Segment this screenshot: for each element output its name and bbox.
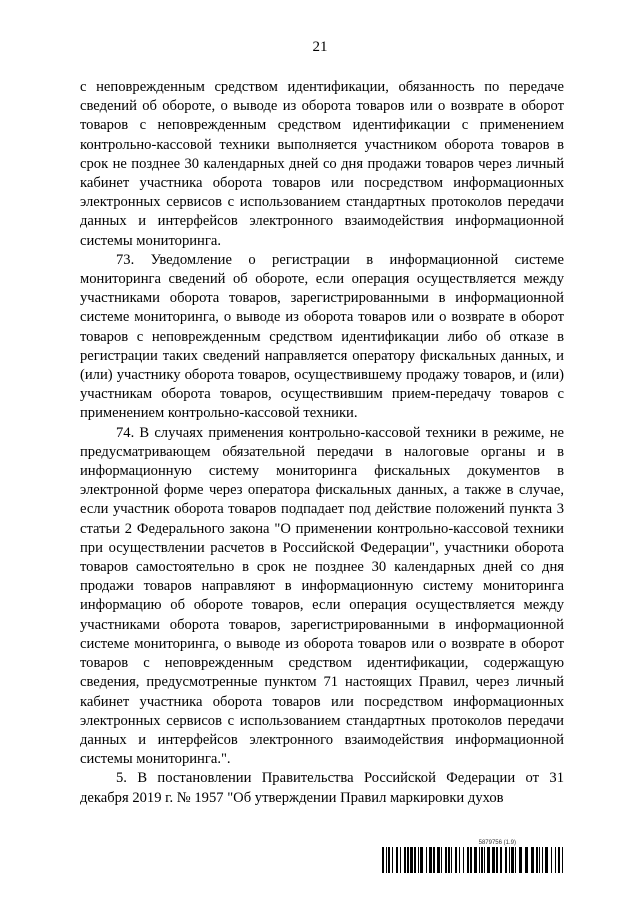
barcode-bar [531,847,534,873]
barcode-bar [551,847,552,873]
paragraph-74: 74. В случаях применения контрольно-кассовой техники в режиме, не предусматривающем обязательной передачи в налоговые органы и в информационную систему мониторинга фискальных документов в электронной форме через оператора фискальных данных, а также в случае, если участник оборота товаров подпадает под действие положений пункта 3 статьи 2 Федерального закона "О применении контрольно-кассовой техники при осуществлении расчетов в Российской Федерации", участники оборота товаров самостоятельно в срок не позднее 30 календарных дней со дня продажи товаров направляют в информационную систему мониторинга информацию об обороте товаров, если операция осуществляется между участниками оборота товаров, зарегистрированными в информационной системе мониторинга, о выводе из оборота товаров или о возврате в оборот товаров с неповрежденным средством идентификации, содержащую сведения, предусмотренные пунктом 71 настоящих Правил, через личный кабинет участника оборота товаров или посредством информационных электронных сервисов с использованием стандартных протоколов передачи данных и интерфейсов электронного взаимодействия информационной системы мониторинга.". [80,424,564,768]
paragraph-73: 73. Уведомление о регистрации в информационной системе мониторинга сведений об обороте, если операция осуществляется между участниками оборота товаров, зарегистрированными в информационной системе мониторинга, о выводе из оборота товаров или о возврате в оборот товаров с неповрежденным средством идентификации либо об отказе в регистрации таких сведений направляется оператору фискальных данных, и (или) участнику оборота товаров, осуществившему продажу товаров, и (или) участникам оборота товаров, осуществившим прием-передачу товаров с применением контрольно-кассовой техники. [80,251,564,422]
barcode-bar [392,847,393,873]
barcode-bar [542,847,543,873]
barcode-bar [429,847,432,873]
barcode-bar [484,847,485,873]
barcode-bar [445,847,447,873]
document-body [80,78,564,808]
barcode-bar [474,847,477,873]
barcode-bar [481,847,483,873]
barcode-bar [555,847,556,873]
barcode-bar [459,847,460,873]
barcode-bar [396,847,398,873]
barcode-bar [519,847,522,873]
barcode-bar [448,847,450,873]
paragraph-5: 5. В постановлении Правительства Российской Федерации от 31 декабря 2019 г. № 1957 "Об утверждении Правил маркировки духов [80,770,564,806]
barcode-bar [441,847,442,873]
barcode-bar [525,847,528,873]
barcode-bar [509,847,510,873]
barcode-bar [407,847,409,873]
barcode-bar [404,847,406,873]
barcode-image [382,847,564,873]
barcode-bar [558,847,560,873]
barcode-bar [437,847,440,873]
barcode-bar [511,847,514,873]
barcode-bar [562,847,563,873]
barcode-caption: 5879756 (1.9) [478,840,516,846]
page-number: 21 [312,39,328,55]
barcode-bar [388,847,390,873]
barcode-bar [505,847,507,873]
barcode-bar [400,847,401,873]
barcode-bar [418,847,419,873]
barcode-bar [410,847,413,873]
barcode-bar [539,847,540,873]
barcode-bar [414,847,416,873]
barcode-bar [487,847,490,873]
barcode-bar [420,847,423,873]
barcode-bar [492,847,495,873]
barcode-bar [536,847,538,873]
barcode-bar [515,847,516,873]
barcode-block [382,840,564,873]
barcode-bar [426,847,427,873]
barcode-bar [467,847,469,873]
barcode-bar [496,847,498,873]
paragraph-continuation: с неповрежденным средством идентификации, обязанность по передаче сведений об обороте, о выводе из оборота товаров или о возврате в оборот товаров с неповрежденным средством идентификации с применением контрольно-кассовой техники выполняется участником оборота товаров в срок не позднее 30 календарных дней со дня продажи товаров через личный кабинет участника оборота товаров или посредством информационных электронных сервисов с использованием стандартных протоколов передачи данных и интерфейсов электронного взаимодействия информационной системы мониторинга. [80,79,564,249]
barcode-bar [382,847,384,873]
barcode-bar [545,847,548,873]
barcode-bar [386,847,387,873]
barcode-bar [479,847,480,873]
barcode-bar [500,847,502,873]
barcode-bar [470,847,472,873]
barcode-bar [463,847,464,873]
barcode-bar [451,847,452,873]
barcode-bar [433,847,435,873]
barcode-bar [455,847,457,873]
